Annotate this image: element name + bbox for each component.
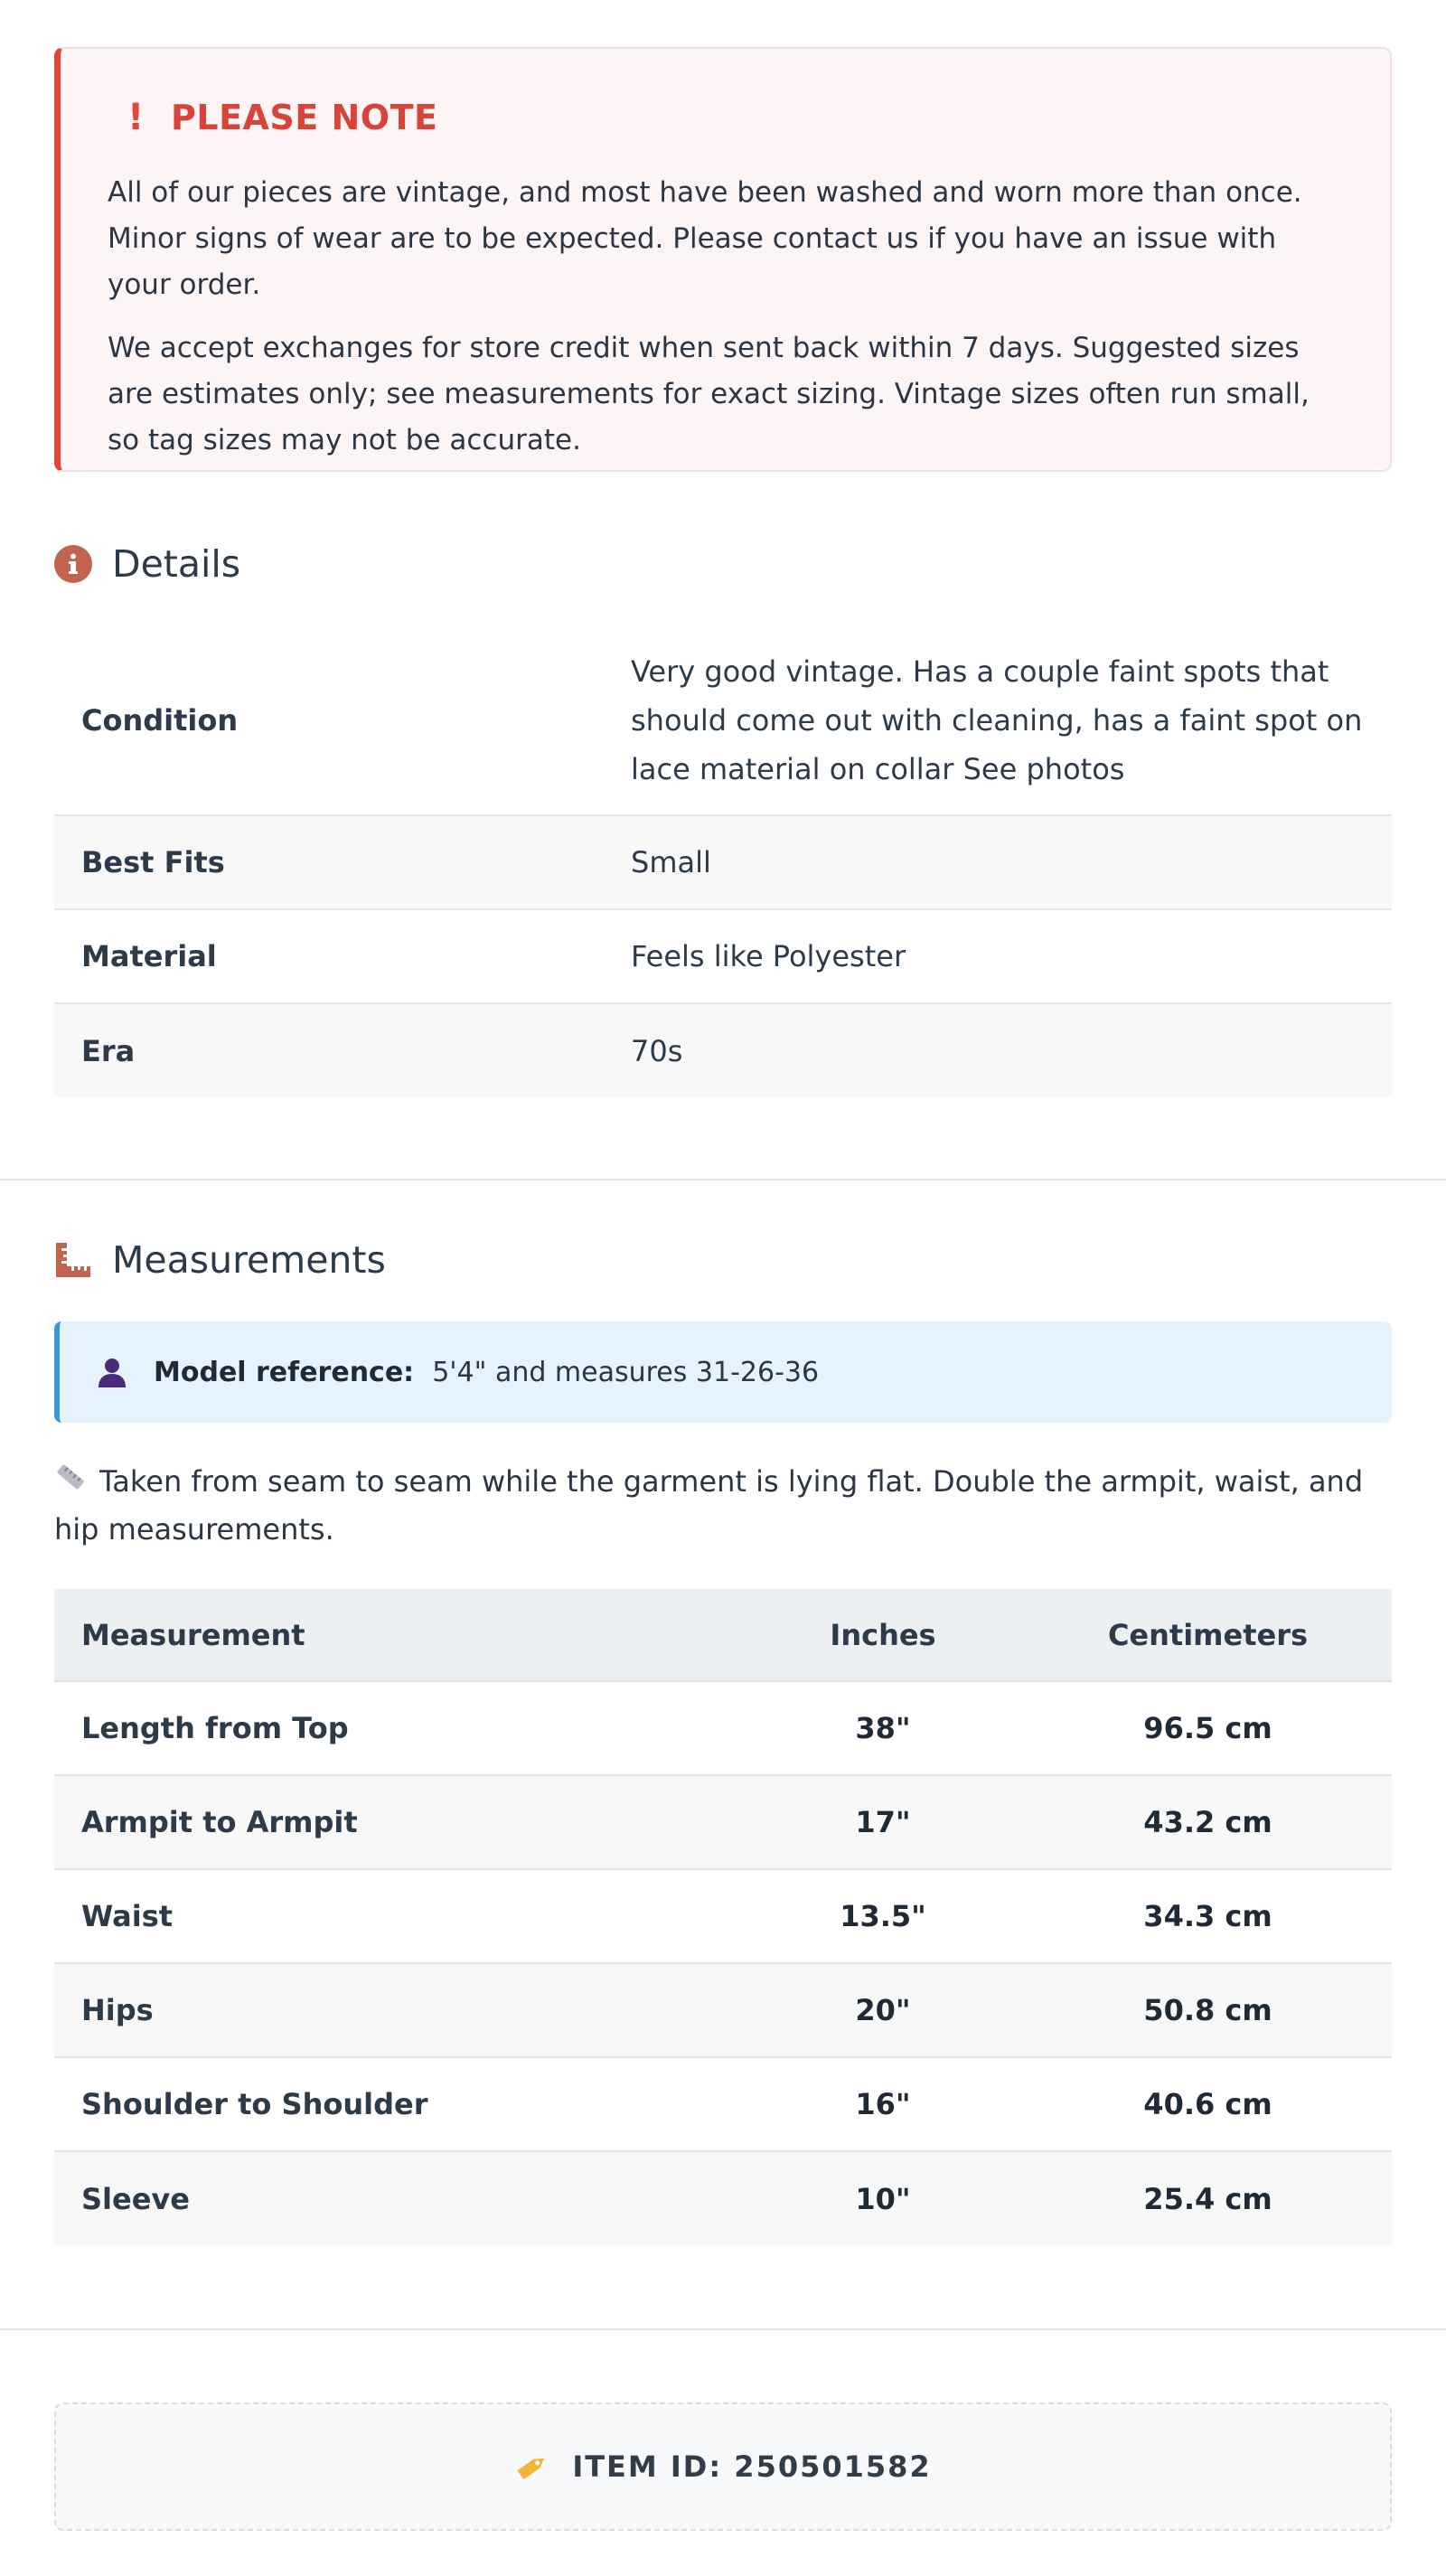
- measurement-note-text: Taken from seam to seam while the garment is lying flat. Double the armpit, waist, and hip measurements.: [54, 1464, 1364, 1547]
- measurement-note: [54, 1459, 1392, 1553]
- item-id-text: ITEM ID: 250501582: [572, 2449, 932, 2484]
- measurements-table: [54, 1589, 1392, 2245]
- details-label: Condition: [81, 702, 239, 738]
- column-header: Inches: [830, 1617, 936, 1652]
- notice-paragraph: All of our pieces are vintage, and most have been washed and worn more than once. Minor signs of wear are to be expected. Please contact us if you have an issue with your order.: [108, 176, 1302, 301]
- table-row: [54, 1869, 1392, 1963]
- details-heading: [54, 542, 240, 586]
- divider: [0, 2328, 1446, 2330]
- details-row: [54, 625, 1392, 815]
- table-header-row: [54, 1589, 1392, 1681]
- model-reference-box: [54, 1321, 1392, 1423]
- ruler-icon: [54, 1241, 92, 1279]
- measurement-inches: 16": [855, 2087, 911, 2121]
- measurement-cm: 25.4 cm: [1143, 2181, 1272, 2216]
- details-value: Feels like Polyester: [631, 939, 906, 973]
- notice-box: [54, 47, 1392, 472]
- measurement-name: Length from Top: [81, 1711, 349, 1745]
- notice-title: PLEASE NOTE: [171, 98, 438, 137]
- details-label: Best Fits: [81, 845, 225, 879]
- measurement-name: Hips: [81, 1993, 154, 2027]
- details-value: Very good vintage. Has a couple faint spots that should come out with cleaning, has a faint spot on lace material on collar See photos: [631, 653, 1363, 786]
- column-header: Measurement: [81, 1617, 305, 1652]
- measurement-cm: 34.3 cm: [1143, 1899, 1272, 1933]
- notice-header: [108, 99, 1345, 136]
- details-row: [54, 1003, 1392, 1097]
- measurement-inches: 17": [855, 1805, 911, 1839]
- details-value: 70s: [631, 1033, 683, 1068]
- details-table: [54, 625, 1392, 1097]
- item-id-box: [54, 2402, 1392, 2531]
- model-reference-label: Model reference:: [154, 1356, 415, 1388]
- measurement-cm: 43.2 cm: [1143, 1805, 1272, 1839]
- details-label: Era: [81, 1033, 136, 1068]
- exclamation-icon: !: [127, 97, 145, 138]
- column-header: Centimeters: [1107, 1617, 1309, 1652]
- measurement-inches: 13.5": [840, 1899, 926, 1933]
- details-value: Small: [631, 845, 711, 879]
- table-row: [54, 1963, 1392, 2057]
- model-reference-value: 5'4" and measures 31-26-36: [432, 1356, 820, 1388]
- info-icon: [54, 545, 92, 583]
- table-row: [54, 2151, 1392, 2245]
- details-label: Material: [81, 939, 217, 973]
- measurements-title: Measurements: [112, 1238, 386, 1282]
- measurement-inches: 20": [855, 1993, 911, 2027]
- table-row: [54, 1681, 1392, 1775]
- details-row: [54, 909, 1392, 1003]
- measurement-name: Sleeve: [81, 2181, 190, 2216]
- table-row: [54, 1775, 1392, 1869]
- measurement-name: Armpit to Armpit: [81, 1805, 358, 1839]
- table-row: [54, 2057, 1392, 2151]
- details-row: [54, 815, 1392, 909]
- measurement-name: Waist: [81, 1899, 174, 1933]
- measurement-inches: 10": [855, 2181, 911, 2216]
- measurement-cm: 50.8 cm: [1143, 1993, 1272, 2027]
- ruler-icon: [54, 1461, 87, 1507]
- measurement-cm: 96.5 cm: [1143, 1711, 1272, 1745]
- details-title: Details: [112, 542, 241, 586]
- person-icon: [96, 1356, 128, 1388]
- notice-paragraph: We accept exchanges for store credit when sent back within 7 days. Suggested sizes are estimates only; see measurements for exact sizing. Vintage sizes often run small, so tag sizes may not be accurate.: [108, 332, 1310, 456]
- measurements-heading: [54, 1238, 386, 1282]
- measurement-name: Shoulder to Shoulder: [81, 2087, 428, 2121]
- tag-icon: [514, 2449, 550, 2485]
- divider: [0, 1179, 1446, 1180]
- measurement-cm: 40.6 cm: [1143, 2087, 1272, 2121]
- measurement-inches: 38": [855, 1711, 911, 1745]
